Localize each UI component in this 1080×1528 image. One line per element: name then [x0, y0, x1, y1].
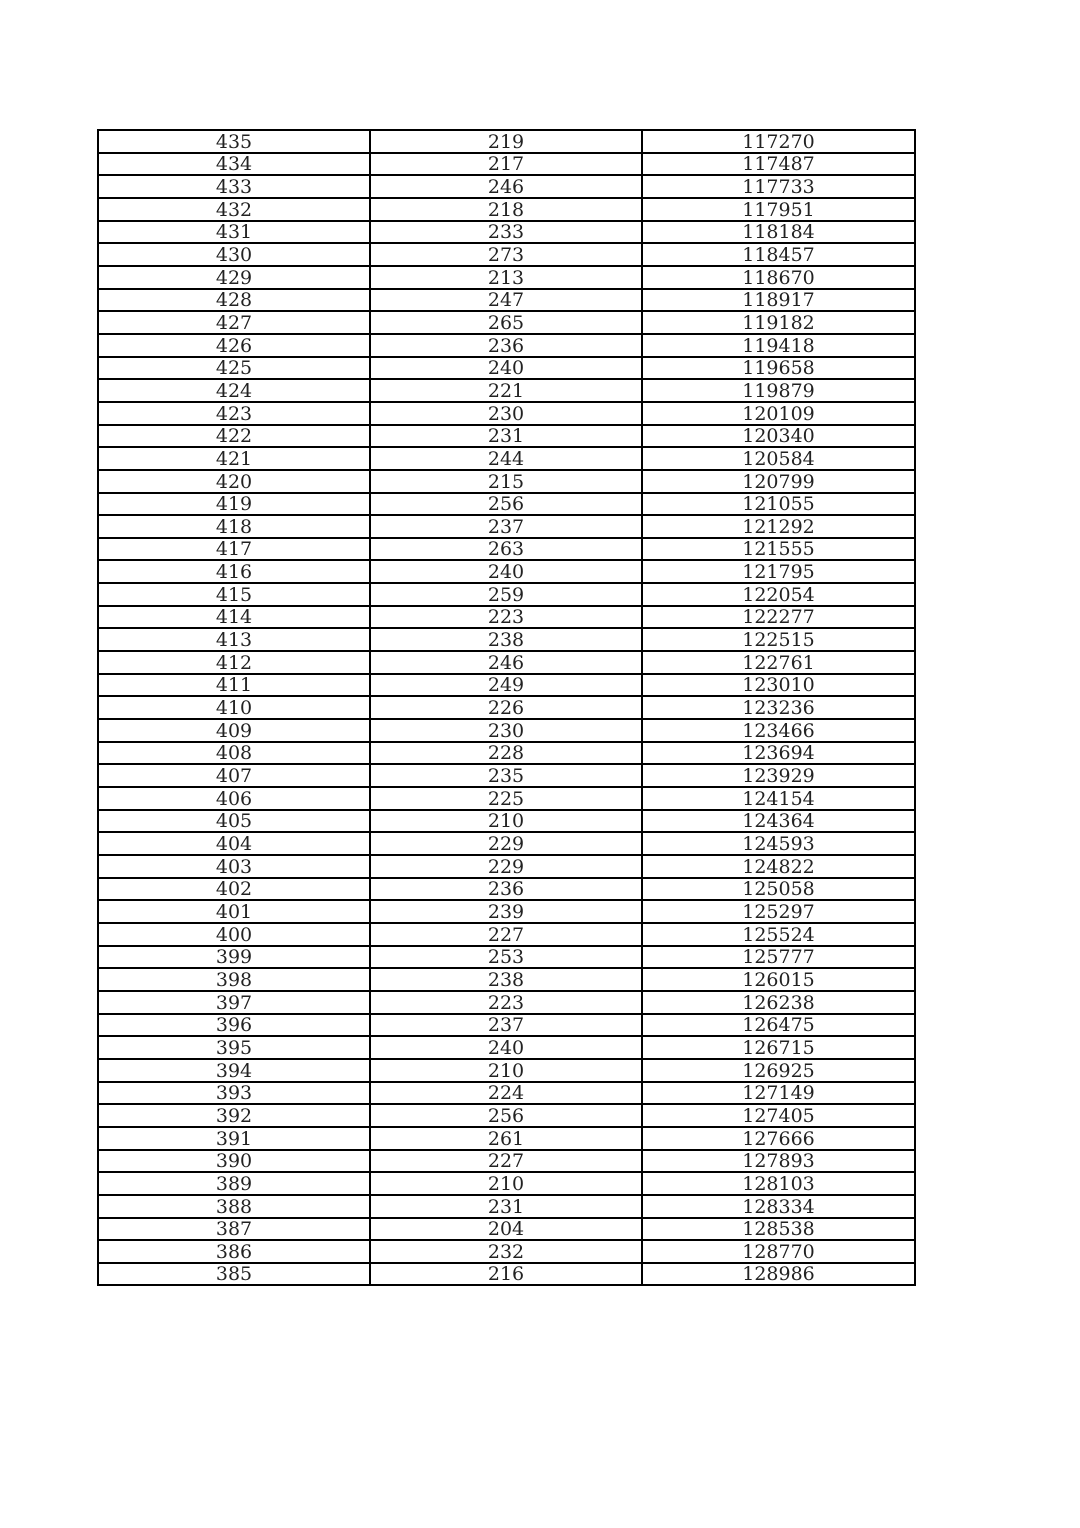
- count-cell: 246: [370, 651, 642, 674]
- count-cell: 239: [370, 900, 642, 923]
- cumulative-cell: 121795: [642, 560, 915, 583]
- score-cell: 407: [98, 764, 370, 787]
- table-row: [98, 1014, 915, 1037]
- count-cell: 216: [370, 1263, 642, 1286]
- table-row: [98, 696, 915, 719]
- count-cell: 210: [370, 1172, 642, 1195]
- count-cell: 213: [370, 266, 642, 289]
- cumulative-cell: 127149: [642, 1082, 915, 1105]
- score-cell: 397: [98, 991, 370, 1014]
- count-cell: 246: [370, 175, 642, 198]
- table-row: [98, 538, 915, 561]
- score-cell: 421: [98, 447, 370, 470]
- score-cell: 418: [98, 515, 370, 538]
- count-cell: 237: [370, 515, 642, 538]
- cumulative-cell: 117270: [642, 130, 915, 153]
- cumulative-cell: 123236: [642, 696, 915, 719]
- count-cell: 236: [370, 334, 642, 357]
- score-cell: 434: [98, 153, 370, 176]
- count-cell: 237: [370, 1014, 642, 1037]
- table-row: [98, 991, 915, 1014]
- score-cell: 392: [98, 1104, 370, 1127]
- cumulative-cell: 118457: [642, 243, 915, 266]
- score-cell: 414: [98, 606, 370, 629]
- table-row: [98, 379, 915, 402]
- table-row: [98, 1036, 915, 1059]
- cumulative-cell: 124593: [642, 832, 915, 855]
- count-cell: 215: [370, 470, 642, 493]
- count-cell: 240: [370, 1036, 642, 1059]
- score-cell: 413: [98, 628, 370, 651]
- count-cell: 227: [370, 1150, 642, 1173]
- score-cell: 417: [98, 538, 370, 561]
- table-row: [98, 878, 915, 901]
- count-cell: 231: [370, 425, 642, 448]
- table-row: [98, 787, 915, 810]
- score-cell: 396: [98, 1014, 370, 1037]
- score-cell: 426: [98, 334, 370, 357]
- cumulative-cell: 122054: [642, 583, 915, 606]
- count-cell: 240: [370, 560, 642, 583]
- count-cell: 238: [370, 968, 642, 991]
- table-row: [98, 425, 915, 448]
- cumulative-cell: 118184: [642, 221, 915, 244]
- cumulative-cell: 128103: [642, 1172, 915, 1195]
- table-row: [98, 651, 915, 674]
- cumulative-cell: 118670: [642, 266, 915, 289]
- cumulative-cell: 119879: [642, 379, 915, 402]
- score-cell: 387: [98, 1218, 370, 1241]
- score-cell: 405: [98, 810, 370, 833]
- table-row: [98, 583, 915, 606]
- count-cell: 256: [370, 493, 642, 516]
- cumulative-cell: 120584: [642, 447, 915, 470]
- cumulative-cell: 122515: [642, 628, 915, 651]
- score-cell: 394: [98, 1059, 370, 1082]
- score-cell: 410: [98, 696, 370, 719]
- table-row: [98, 289, 915, 312]
- cumulative-cell: 124364: [642, 810, 915, 833]
- cumulative-cell: 126238: [642, 991, 915, 1014]
- table-row: [98, 515, 915, 538]
- count-cell: 265: [370, 311, 642, 334]
- cumulative-cell: 127893: [642, 1150, 915, 1173]
- count-cell: 229: [370, 832, 642, 855]
- score-cell: 388: [98, 1195, 370, 1218]
- cumulative-cell: 128334: [642, 1195, 915, 1218]
- count-cell: 219: [370, 130, 642, 153]
- table-row: [98, 1150, 915, 1173]
- cumulative-cell: 117951: [642, 198, 915, 221]
- table-row: [98, 742, 915, 765]
- score-cell: 390: [98, 1150, 370, 1173]
- table-row: [98, 1172, 915, 1195]
- cumulative-cell: 122761: [642, 651, 915, 674]
- score-cell: 433: [98, 175, 370, 198]
- cumulative-cell: 123466: [642, 719, 915, 742]
- score-cell: 404: [98, 832, 370, 855]
- score-cell: 420: [98, 470, 370, 493]
- cumulative-cell: 125058: [642, 878, 915, 901]
- table-row: [98, 1218, 915, 1241]
- count-cell: 204: [370, 1218, 642, 1241]
- cumulative-cell: 128770: [642, 1240, 915, 1263]
- cumulative-cell: 121292: [642, 515, 915, 538]
- table-row: [98, 1127, 915, 1150]
- score-cell: 419: [98, 493, 370, 516]
- score-cell: 432: [98, 198, 370, 221]
- count-cell: 227: [370, 923, 642, 946]
- table-row: [98, 810, 915, 833]
- score-cell: 435: [98, 130, 370, 153]
- table-row: [98, 470, 915, 493]
- cumulative-cell: 126925: [642, 1059, 915, 1082]
- cumulative-cell: 125524: [642, 923, 915, 946]
- score-cell: 411: [98, 674, 370, 697]
- score-cell: 409: [98, 719, 370, 742]
- table-row: [98, 175, 915, 198]
- cumulative-cell: 120340: [642, 425, 915, 448]
- table-row: [98, 832, 915, 855]
- count-cell: 240: [370, 357, 642, 380]
- cumulative-cell: 119658: [642, 357, 915, 380]
- table-row: [98, 719, 915, 742]
- table-row: [98, 153, 915, 176]
- count-cell: 228: [370, 742, 642, 765]
- score-cell: 393: [98, 1082, 370, 1105]
- table-row: [98, 402, 915, 425]
- count-cell: 230: [370, 402, 642, 425]
- cumulative-cell: 124154: [642, 787, 915, 810]
- table-row: [98, 923, 915, 946]
- cumulative-cell: 126475: [642, 1014, 915, 1037]
- score-cell: 389: [98, 1172, 370, 1195]
- cumulative-cell: 127666: [642, 1127, 915, 1150]
- cumulative-cell: 128538: [642, 1218, 915, 1241]
- table-row: [98, 968, 915, 991]
- table-row: [98, 1082, 915, 1105]
- table-row: [98, 1104, 915, 1127]
- score-cell: 430: [98, 243, 370, 266]
- count-cell: 259: [370, 583, 642, 606]
- table-row: [98, 221, 915, 244]
- cumulative-cell: 122277: [642, 606, 915, 629]
- count-cell: 223: [370, 991, 642, 1014]
- count-cell: 233: [370, 221, 642, 244]
- count-cell: 224: [370, 1082, 642, 1105]
- score-cell: 403: [98, 855, 370, 878]
- table-row: [98, 628, 915, 651]
- table-row: [98, 357, 915, 380]
- count-cell: 244: [370, 447, 642, 470]
- count-cell: 249: [370, 674, 642, 697]
- cumulative-cell: 123010: [642, 674, 915, 697]
- score-cell: 412: [98, 651, 370, 674]
- count-cell: 273: [370, 243, 642, 266]
- cumulative-cell: 119182: [642, 311, 915, 334]
- count-cell: 217: [370, 153, 642, 176]
- cumulative-cell: 125297: [642, 900, 915, 923]
- score-cell: 431: [98, 221, 370, 244]
- cumulative-cell: 127405: [642, 1104, 915, 1127]
- table-row: [98, 674, 915, 697]
- cumulative-cell: 121555: [642, 538, 915, 561]
- table-row: [98, 764, 915, 787]
- table-row: [98, 560, 915, 583]
- count-cell: 230: [370, 719, 642, 742]
- score-cell: 400: [98, 923, 370, 946]
- cumulative-cell: 123694: [642, 742, 915, 765]
- score-cell: 385: [98, 1263, 370, 1286]
- cumulative-cell: 123929: [642, 764, 915, 787]
- table-row: [98, 855, 915, 878]
- table-row: [98, 266, 915, 289]
- table-row: [98, 606, 915, 629]
- score-cell: 395: [98, 1036, 370, 1059]
- cumulative-cell: 120799: [642, 470, 915, 493]
- table-row: [98, 447, 915, 470]
- score-cell: 422: [98, 425, 370, 448]
- score-table: [97, 129, 916, 1286]
- count-cell: 223: [370, 606, 642, 629]
- table-row: [98, 198, 915, 221]
- score-cell: 416: [98, 560, 370, 583]
- count-cell: 256: [370, 1104, 642, 1127]
- count-cell: 221: [370, 379, 642, 402]
- cumulative-cell: 124822: [642, 855, 915, 878]
- table-row: [98, 311, 915, 334]
- table-row: [98, 1263, 915, 1286]
- score-cell: 398: [98, 968, 370, 991]
- score-cell: 423: [98, 402, 370, 425]
- table-row: [98, 130, 915, 153]
- score-cell: 406: [98, 787, 370, 810]
- cumulative-cell: 126015: [642, 968, 915, 991]
- count-cell: 253: [370, 946, 642, 969]
- score-cell: 424: [98, 379, 370, 402]
- table-row: [98, 900, 915, 923]
- score-cell: 386: [98, 1240, 370, 1263]
- score-cell: 402: [98, 878, 370, 901]
- cumulative-cell: 121055: [642, 493, 915, 516]
- cumulative-cell: 126715: [642, 1036, 915, 1059]
- score-cell: 399: [98, 946, 370, 969]
- count-cell: 236: [370, 878, 642, 901]
- count-cell: 226: [370, 696, 642, 719]
- count-cell: 231: [370, 1195, 642, 1218]
- cumulative-cell: 128986: [642, 1263, 915, 1286]
- cumulative-cell: 119418: [642, 334, 915, 357]
- count-cell: 238: [370, 628, 642, 651]
- count-cell: 218: [370, 198, 642, 221]
- cumulative-cell: 117733: [642, 175, 915, 198]
- table-row: [98, 946, 915, 969]
- count-cell: 225: [370, 787, 642, 810]
- score-cell: 415: [98, 583, 370, 606]
- score-cell: 428: [98, 289, 370, 312]
- table-row: [98, 493, 915, 516]
- count-cell: 263: [370, 538, 642, 561]
- cumulative-cell: 118917: [642, 289, 915, 312]
- table-row: [98, 1059, 915, 1082]
- score-cell: 401: [98, 900, 370, 923]
- count-cell: 261: [370, 1127, 642, 1150]
- cumulative-cell: 117487: [642, 153, 915, 176]
- count-cell: 210: [370, 810, 642, 833]
- count-cell: 210: [370, 1059, 642, 1082]
- score-cell: 427: [98, 311, 370, 334]
- table-row: [98, 243, 915, 266]
- score-table-body: [98, 130, 915, 1285]
- cumulative-cell: 120109: [642, 402, 915, 425]
- score-cell: 429: [98, 266, 370, 289]
- score-cell: 425: [98, 357, 370, 380]
- table-row: [98, 1195, 915, 1218]
- count-cell: 229: [370, 855, 642, 878]
- count-cell: 235: [370, 764, 642, 787]
- table-row: [98, 1240, 915, 1263]
- count-cell: 232: [370, 1240, 642, 1263]
- table-row: [98, 334, 915, 357]
- score-cell: 408: [98, 742, 370, 765]
- cumulative-cell: 125777: [642, 946, 915, 969]
- score-cell: 391: [98, 1127, 370, 1150]
- count-cell: 247: [370, 289, 642, 312]
